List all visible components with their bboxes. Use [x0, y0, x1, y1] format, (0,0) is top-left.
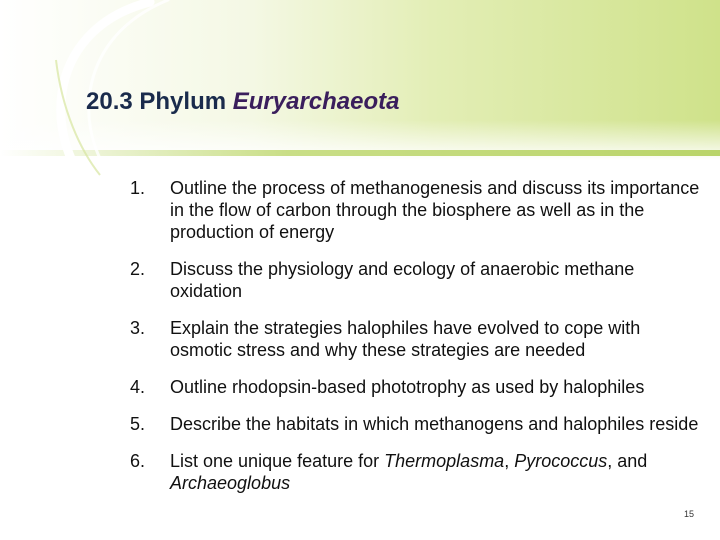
item-text: Describe the habitats in which methanogens and halophiles reside — [170, 414, 699, 434]
slide-title — [86, 88, 399, 116]
text-segment: , — [504, 451, 515, 471]
list-item — [130, 413, 705, 435]
title-prefix: 20.3 Phylum — [86, 88, 233, 115]
list-item — [130, 450, 705, 494]
text-segment: , and — [607, 451, 648, 471]
item-text: Explain the strategies halophiles have evolved to cope with osmotic stress and why these strategies are needed — [170, 318, 641, 360]
text-segment: List one unique feature for — [170, 451, 385, 471]
item-text — [170, 450, 705, 494]
list-item — [130, 258, 705, 302]
item-number: 3. — [130, 318, 146, 338]
item-number: 5. — [130, 414, 146, 434]
list-item — [130, 376, 705, 398]
item-text: Discuss the physiology and ecology of anaerobic methane oxidation — [170, 259, 635, 301]
genus-name-pyrococcus: Pyrococcus — [514, 451, 608, 471]
item-text: Outline rhodopsin-based phototrophy as used by halophiles — [170, 377, 645, 397]
learning-objectives-list — [130, 177, 705, 509]
item-text: Outline the process of methanogenesis and discuss its importance in the flow of carbon through the biosphere as well as in the production of energy — [170, 178, 700, 242]
item-number: 2. — [130, 259, 146, 279]
page-number: 15 — [684, 509, 695, 519]
title-italic-taxon: Euryarchaeota — [232, 88, 400, 115]
genus-name-thermoplasma: Thermoplasma — [384, 451, 505, 471]
list-item — [130, 177, 705, 243]
item-number: 4. — [130, 377, 146, 397]
genus-name-archaeoglobus: Archaeoglobus — [170, 473, 291, 493]
list-item — [130, 317, 705, 361]
item-number: 1. — [130, 178, 146, 198]
item-number: 6. — [130, 451, 146, 471]
